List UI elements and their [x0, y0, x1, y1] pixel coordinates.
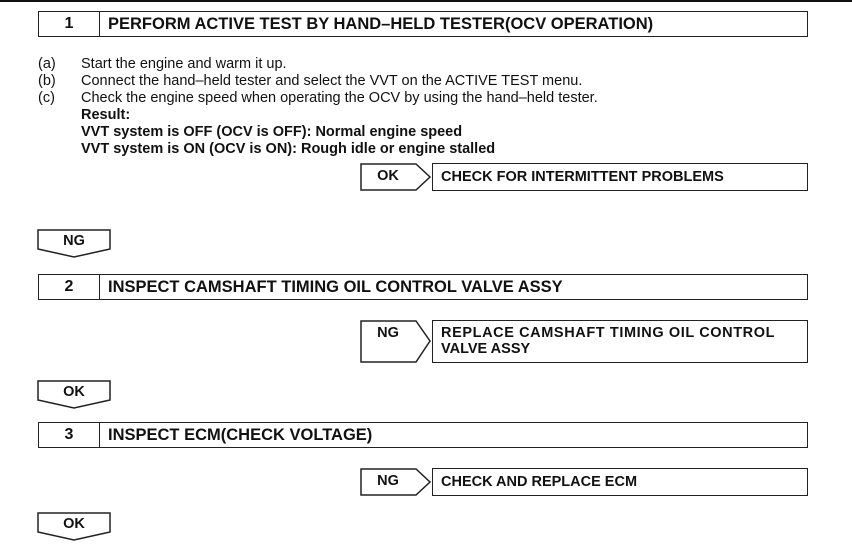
step-1-header [38, 11, 808, 37]
instruction-label: (c) [38, 90, 55, 106]
instruction-text: Connect the hand–held tester and select the VVT on the ACTIVE TEST menu. [81, 73, 583, 89]
branch-action-line: VALVE ASSY [441, 341, 531, 357]
instruction-label: (a) [38, 56, 56, 72]
ok-continue-arrow[interactable] [37, 512, 111, 540]
continue-label: NG [63, 233, 85, 249]
step-number: 2 [39, 275, 100, 299]
step-3-header [38, 422, 808, 448]
branch-action-box[interactable] [432, 320, 808, 363]
step-title: PERFORM ACTIVE TEST BY HAND–HELD TESTER(OCV OPERATION) [108, 14, 654, 33]
instruction-text: Check the engine speed when operating the OCV by using the hand–held tester. [81, 90, 598, 106]
result-line: VVT system is OFF (OCV is OFF): Normal engine speed [81, 124, 463, 140]
branch-label: NG [377, 325, 399, 341]
branch-action-box[interactable]: CHECK AND REPLACE ECM [432, 468, 808, 496]
result-heading: Result: [81, 107, 131, 123]
result-line: VVT system is ON (OCV is ON): Rough idle or engine stalled [81, 141, 496, 157]
branch-action-box[interactable]: CHECK FOR INTERMITTENT PROBLEMS [432, 163, 808, 191]
ok-continue-arrow[interactable] [37, 380, 111, 408]
continue-label: OK [63, 384, 85, 400]
ng-branch-arrow[interactable] [360, 468, 432, 496]
branch-action-line: REPLACE CAMSHAFT TIMING OIL CONTROL [441, 325, 776, 341]
branch-label: NG [377, 473, 399, 489]
instruction-label: (b) [38, 73, 56, 89]
step-2-header [38, 274, 808, 300]
step-title: INSPECT ECM(CHECK VOLTAGE) [108, 425, 373, 444]
step-title: INSPECT CAMSHAFT TIMING OIL CONTROL VALVE ASSY [108, 277, 563, 296]
top-rule [0, 0, 852, 2]
instruction-text: Start the engine and warm it up. [81, 56, 287, 72]
step-number: 1 [39, 12, 100, 36]
ok-branch-arrow[interactable] [360, 163, 432, 191]
ng-continue-arrow[interactable] [37, 229, 111, 257]
continue-label: OK [63, 516, 85, 532]
step-number: 3 [39, 423, 100, 447]
branch-label: OK [377, 168, 399, 184]
ng-branch-arrow[interactable] [360, 320, 432, 363]
